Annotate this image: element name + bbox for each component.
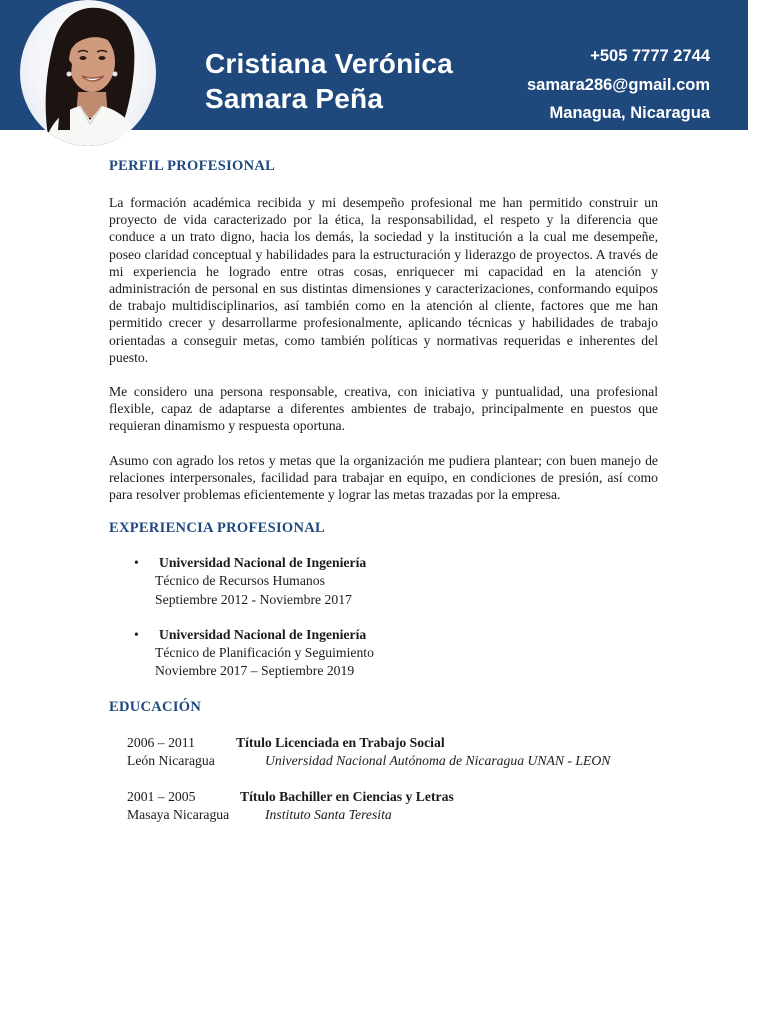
profile-section bbox=[109, 156, 658, 503]
name-line-2: Samara Peña bbox=[205, 83, 384, 114]
education-years: 2006 – 2011 bbox=[127, 735, 195, 751]
education-institution: Universidad Nacional Autónoma de Nicaragua UNAN - LEON bbox=[265, 753, 611, 769]
contact-info bbox=[527, 42, 710, 128]
experience-item bbox=[109, 554, 658, 609]
profile-paragraph-3: Asumo con agrado los retos y metas que la organización me pudiera plantear; con buen manejo de relaciones interpersonales, facilidad para trabajar en equipo, en condiciones de presión, así como para resolver problemas eficientemente y lograr las metas trazadas por la empresa. bbox=[109, 452, 658, 503]
experience-item bbox=[109, 626, 658, 681]
name-line-1: Cristiana Verónica bbox=[205, 48, 453, 79]
education-place: Masaya Nicaragua bbox=[127, 807, 230, 823]
education-years: 2001 – 2005 bbox=[127, 789, 196, 805]
education-degree: Título Licenciada en Trabajo Social bbox=[236, 735, 445, 751]
profile-photo-image bbox=[20, 0, 156, 146]
education-institution: Instituto Santa Teresita bbox=[265, 807, 392, 823]
experience-organization: Universidad Nacional de Ingeniería bbox=[159, 626, 367, 642]
experience-role: Técnico de Recursos Humanos bbox=[155, 573, 325, 589]
education-degree: Título Bachiller en Ciencias y Letras bbox=[240, 789, 454, 805]
education-item bbox=[109, 788, 658, 824]
location-text: Managua, Nicaragua bbox=[549, 104, 710, 122]
education-place: León Nicaragua bbox=[127, 753, 215, 769]
education-section-title: EDUCACIÓN bbox=[109, 699, 202, 716]
experience-period: Noviembre 2017 – Septiembre 2019 bbox=[155, 663, 355, 679]
profile-paragraph-1: La formación académica recibida y mi desempeño profesional me han permitido construir un proyecto de vida caracterizado por la ética, la responsabilidad, el respeto y la diferencia que conduce a un trato digno, hacia los demás, la sociedad y la institución a la cual me desempeñe, poseo claridad conceptual y habilidades para la estructuración y liderazgo de proyectos. A través de mi experiencia he logrado entre otras cosas, enriquecer mi capacidad en la atención y administración de personal en sus distintas dimensiones y caracterizaciones, conformando equipos de trabajo multidisciplinarios, así también como en la atención al cliente, factores que me han permitido crecer y desarrollarme profesionalmente, aplicando técnicas y habilidades de trabajo orientadas a conseguir metas, como también políticas y normativas requeridas e inherentes del puesto. bbox=[109, 195, 658, 365]
bullet-icon: • bbox=[134, 555, 139, 571]
profile-paragraph-2: Me considero una persona responsable, creativa, con iniciativa y puntualidad, una profesional flexible, capaz de adaptarse a diferentes ambientes de trabajo, principalmente en puestos que requieran dinamismo y respuesta oportuna. bbox=[109, 384, 658, 434]
header-banner bbox=[0, 0, 748, 130]
experience-organization: Universidad Nacional de Ingeniería bbox=[159, 555, 367, 571]
experience-section bbox=[109, 518, 658, 680]
education-section bbox=[109, 697, 658, 824]
profile-section-title: PERFIL PROFESIONAL bbox=[109, 158, 276, 174]
profile-photo bbox=[20, 0, 156, 146]
experience-section-title: EXPERIENCIA PROFESIONAL bbox=[109, 520, 325, 537]
email-address: samara286@gmail.com bbox=[526, 75, 710, 94]
experience-role: Técnico de Planificación y Seguimiento bbox=[155, 645, 374, 661]
experience-period: Septiembre 2012 - Noviembre 2017 bbox=[155, 591, 352, 607]
phone-number: +505 7777 2744 bbox=[590, 47, 710, 65]
resume-body bbox=[109, 156, 658, 824]
education-item bbox=[109, 734, 658, 770]
experience-list bbox=[109, 554, 658, 680]
candidate-name bbox=[205, 46, 453, 116]
bullet-icon: • bbox=[134, 626, 139, 642]
